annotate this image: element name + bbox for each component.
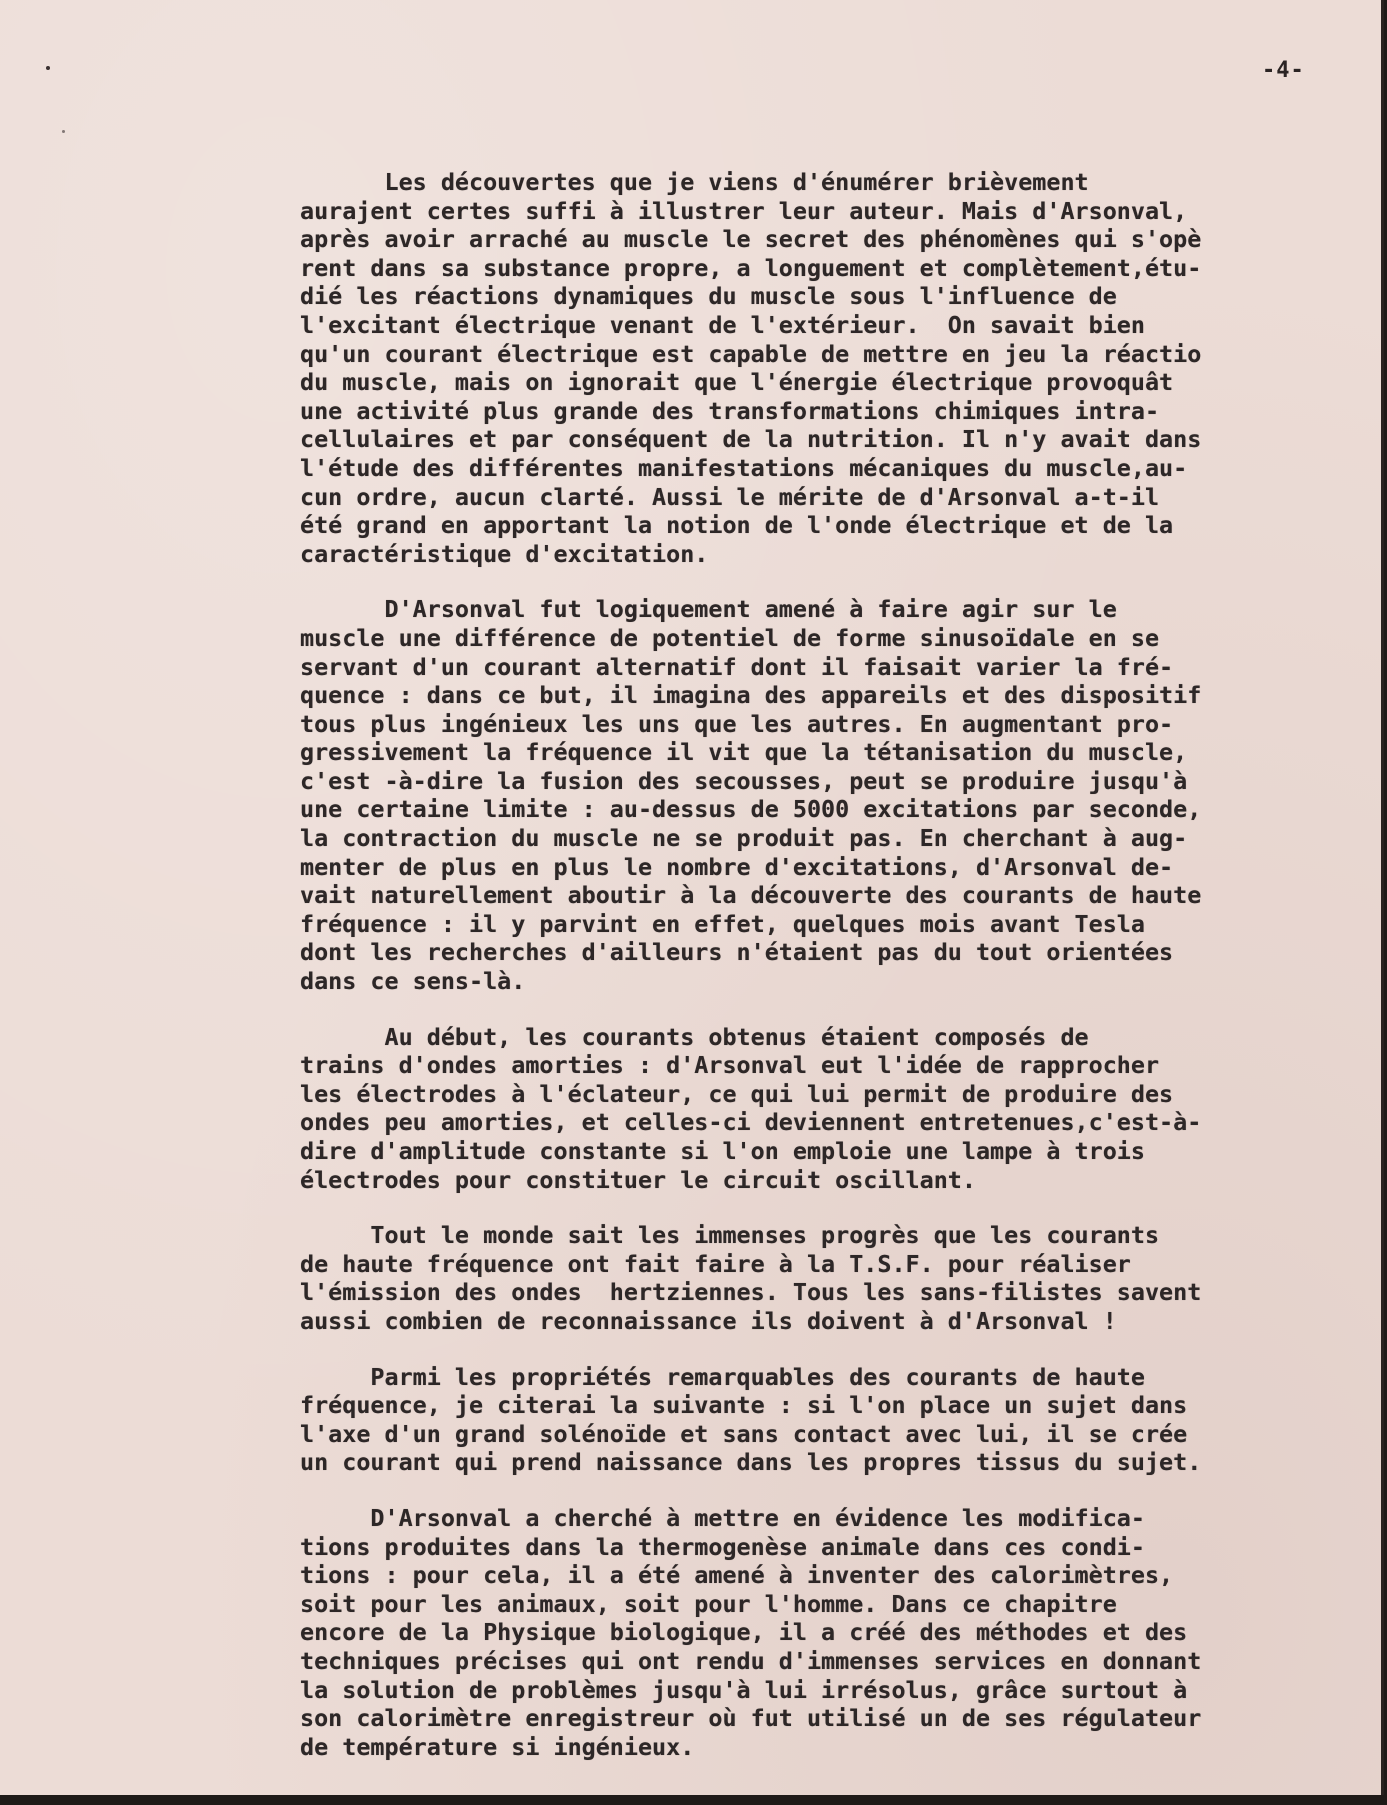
- text-line: Tout le monde sait les immenses progrès que les courants: [300, 1221, 1160, 1250]
- text-line: du muscle, mais on ignorait que l'énergie électrique provoquât: [300, 368, 1174, 397]
- text-line: soit pour les animaux, soit pour l'homme. Dans ce chapitre: [300, 1589, 1117, 1618]
- text-line: caractéristique d'excitation.: [300, 539, 709, 568]
- text-line: gressivement la fréquence il vit que la tétanisation du muscle,: [300, 738, 1188, 767]
- text-line: l'excitant électrique venant de l'extérieur. On savait bien: [300, 310, 1145, 339]
- text-line: après avoir arraché au muscle le secret des phénomènes qui s'opè: [300, 225, 1202, 254]
- text-line: c'est -à-dire la fusion des secousses, peut se produire jusqu'à: [300, 766, 1188, 795]
- text-line: techniques précises qui ont rendu d'immenses services en donnant: [300, 1646, 1202, 1675]
- text-line: dire d'amplitude constante si l'on emploie une lampe à trois: [300, 1137, 1145, 1165]
- paper-speck: [62, 130, 65, 133]
- text-line: tions produites dans la thermogenèse animale dans ces condi-: [300, 1532, 1145, 1561]
- text-line: dont les recherches d'ailleurs n'étaient pas du tout orientées: [300, 938, 1174, 967]
- text-line: l'axe d'un grand solénoïde et sans contact avec lui, il se crée: [300, 1419, 1188, 1448]
- text-line: électrodes pour constituer le circuit oscillant.: [300, 1165, 976, 1194]
- text-line: son calorimètre enregistreur où fut utilisé un de ses régulateur: [300, 1704, 1202, 1733]
- text-line: tions : pour cela, il a été amené à inventer des calorimètres,: [300, 1561, 1174, 1590]
- page-edge: [1381, 0, 1384, 1795]
- text-line: vait naturellement aboutir à la découverte des courants de haute: [300, 881, 1202, 910]
- paragraph: [300, 168, 1384, 568]
- text-line: été grand en apportant la notion de l'onde électrique et de la: [300, 511, 1174, 540]
- paragraph: [300, 1221, 1384, 1335]
- text-line: fréquence, je citerai la suivante : si l'on place un sujet dans: [300, 1391, 1188, 1420]
- text-line: cun ordre, aucun clarté. Aussi le mérite de d'Arsonval a-t-il: [300, 482, 1160, 511]
- paragraph: [300, 1504, 1384, 1761]
- text-line: ondes peu amorties, et celles-ci deviennent entretenues,c'est-à-: [300, 1108, 1202, 1137]
- text-line: muscle une différence de potentiel de forme sinusoïdale en se: [300, 623, 1160, 652]
- text-line: dié les réactions dynamiques du muscle sous l'influence de: [300, 282, 1117, 311]
- text-line: fréquence : il y parvint en effet, quelques mois avant Tesla: [300, 909, 1145, 938]
- text-line: Au début, les courants obtenus étaient composés de: [300, 1022, 1089, 1051]
- text-line: aurajent certes suffi à illustrer leur auteur. Mais d'Arsonval,: [300, 196, 1188, 225]
- paper-speck: [46, 66, 50, 70]
- text-line: D'Arsonval fut logiquement amené à faire agir sur le: [300, 595, 1117, 624]
- text-line: menter de plus en plus le nombre d'excitations, d'Arsonval de-: [300, 852, 1174, 881]
- paragraph: [300, 1023, 1384, 1195]
- text-line: trains d'ondes amorties : d'Arsonval eut l'idée de rapprocher: [300, 1051, 1160, 1080]
- paragraph: [300, 595, 1384, 995]
- text-line: encore de la Physique biologique, il a créé des méthodes et des: [300, 1618, 1188, 1647]
- text-line: une activité plus grande des transformations chimiques intra-: [300, 396, 1160, 425]
- text-line: tous plus ingénieux les uns que les autres. En augmentant pro-: [300, 709, 1174, 738]
- text-line: Parmi les propriétés remarquables des courants de haute: [300, 1362, 1145, 1391]
- text-line: la contraction du muscle ne se produit pas. En cherchant à aug-: [300, 824, 1188, 853]
- text-line: dans ce sens-là.: [300, 967, 526, 996]
- text-line: quence : dans ce but, il imagina des appareils et des dispositif: [300, 681, 1202, 710]
- text-line: aussi combien de reconnaissance ils doivent à d'Arsonval !: [300, 1306, 1117, 1335]
- text-line: D'Arsonval a cherché à mettre en évidence les modifica-: [300, 1503, 1145, 1532]
- text-line: Les découvertes que je viens d'énumérer brièvement: [300, 168, 1089, 196]
- text-line: cellulaires et par conséquent de la nutrition. Il n'y avait dans: [300, 425, 1202, 454]
- paragraph: [300, 1363, 1384, 1477]
- text-line: l'émission des ondes hertziennes. Tous les sans-filistes savent: [300, 1278, 1202, 1307]
- text-line: qu'un courant électrique est capable de mettre en jeu la réactio: [300, 339, 1202, 368]
- text-line: rent dans sa substance propre, a longuement et complètement,étu-: [300, 253, 1202, 282]
- text-line: de température si ingénieux.: [300, 1732, 695, 1761]
- text-line: un courant qui prend naissance dans les propres tissus du sujet.: [300, 1448, 1202, 1477]
- text-line: l'étude des différentes manifestations mécaniques du muscle,au-: [300, 453, 1188, 482]
- text-line: les électrodes à l'éclateur, ce qui lui permit de produire des: [300, 1079, 1174, 1108]
- text-line: de haute fréquence ont fait faire à la T.S.F. pour réaliser: [300, 1249, 1131, 1278]
- text-line: la solution de problèmes jusqu'à lui irrésolus, grâce surtout à: [300, 1675, 1188, 1704]
- text-line: une certaine limite : au-dessus de 5000 excitations par seconde,: [300, 795, 1202, 824]
- page-number: -4-: [1262, 58, 1305, 83]
- text-line: servant d'un courant alternatif dont il faisait varier la fré-: [300, 652, 1174, 681]
- body-text: [300, 168, 1384, 1788]
